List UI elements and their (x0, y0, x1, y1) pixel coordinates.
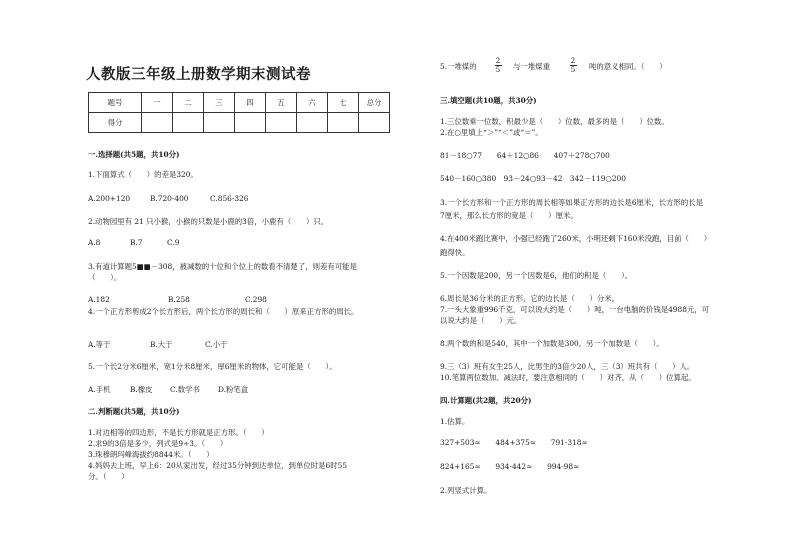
section-heading-fill: 三.填空题(共10题，共30分) (440, 96, 537, 105)
table-cell: 六 (297, 93, 328, 113)
score-table (88, 92, 390, 133)
page-title: 人教版三年级上册数学期末测试卷 (86, 66, 311, 83)
table-cell: 一 (142, 93, 173, 113)
fill-2: 2.在○里填上“＞”“＜”或“＝”。 (440, 128, 543, 137)
question-3: 3.有道计算题5■■－308，被减数的十位和个位上的数看不清楚了，则差有可能是 (88, 262, 357, 271)
option-c: C.数学书 (170, 385, 200, 394)
fraction-denominator: 5 (495, 66, 501, 74)
section-heading-calc: 四.计算题(共2题，共20分) (440, 396, 532, 405)
calc-1-row2: 824+165≈ 934-442≈ 994-98≈ (440, 462, 580, 471)
option-a: A.8 (88, 238, 101, 247)
section-heading-choice: 一.选择题(共5题，共10分) (88, 150, 180, 159)
fill-9: 9.三（3）班有女生25人，比男生的3倍少20人，三（3）班共有（ ）人。 (440, 362, 695, 371)
fill-2-row2: 540－160○380 93－24○93－42 342－119○200 (440, 174, 626, 183)
fill-3-cont: 7厘米，那么长方形的宽是（ ）厘米。 (440, 211, 578, 220)
option-a: A.200+120 (88, 194, 131, 203)
table-cell[interactable] (359, 113, 390, 133)
table-cell[interactable] (204, 113, 235, 133)
fraction (494, 57, 502, 74)
table-row (89, 113, 390, 133)
fill-7: 7.一头大象重996千克，可以说大约是（ ）吨，一台电脑的价钱是4988元，可 (440, 305, 710, 314)
judge-5-start: 5.一堆煤的 (440, 62, 477, 71)
table-row (89, 93, 390, 113)
option-a: A.手机 (88, 385, 111, 394)
fill-4: 4.在400米跑比赛中，小强已经跑了260米，小明还剩下160米没跑，目前（ ） (440, 234, 712, 243)
table-cell: 总分 (359, 93, 390, 113)
fill-10: 10.笔算两位数加、减法时，要注意相同的（ ）对齐，从（ ）位算起。 (440, 373, 696, 382)
fraction (569, 57, 577, 74)
fill-1: 1.三位数乘一位数，积最少是（ ）位数，最多的是（ ）位数。 (440, 117, 669, 126)
table-cell: 四 (235, 93, 266, 113)
fill-7-cont: 以说大约是（ ）元。 (440, 316, 522, 325)
option-b: B.7 (130, 238, 143, 247)
option-b: B.720-400 (150, 194, 189, 203)
fill-4-cont: 跑得快。 (440, 248, 470, 257)
fill-5: 5.一个因数是200，另一个因数是6，他们的积是（ ）。 (440, 271, 633, 280)
table-cell: 二 (173, 93, 204, 113)
fraction-denominator: 5 (570, 66, 576, 74)
fill-2-row1: 81－18○77 64＋12○86 407＋278○700 (440, 151, 610, 160)
table-cell: 五 (266, 93, 297, 113)
table-cell[interactable] (142, 113, 173, 133)
question-1: 1.下面算式（ ）的差是320。 (88, 170, 198, 179)
question-2: 2.动物园里有 21 只小猴，小猴的只数是小鹿的3倍，小鹿有（ ）只。 (88, 217, 329, 226)
table-cell: 得分 (89, 113, 142, 133)
table-cell[interactable] (297, 113, 328, 133)
table-cell[interactable] (235, 113, 266, 133)
judge-5-mid: 与一堆煤重 (513, 62, 550, 71)
fill-8: 8.两个数的和是540，其中一个加数是300，另一个加数是（ ）。 (440, 339, 664, 348)
table-cell[interactable] (173, 113, 204, 133)
calc-1: 1.估算。 (440, 417, 470, 426)
option-a: A.等于 (88, 340, 111, 349)
judge-3: 3.珠穆朗玛峰海拔约8844米。（ ） (88, 450, 214, 459)
judge-1: 1.对边相等的四边形，不是长方形就是正方形。（ ） (88, 428, 269, 437)
option-b: B.258 (168, 295, 190, 304)
table-cell: 七 (328, 93, 359, 113)
judge-2: 2.求9的3倍是多少，列式是9÷3。（ ） (88, 439, 228, 448)
judge-4: 4.妈妈去上班，早上6：20从家出发，经过35分钟到达单位，到单位时是6时55 (88, 461, 347, 470)
option-b: B.橡皮 (130, 385, 153, 394)
question-5: 5.一个长2分米6厘米，宽1分米8厘米，厚6厘米的物体，它可能是（ ）。 (88, 362, 337, 371)
option-a: A.182 (88, 295, 110, 304)
option-c: C.小于 (205, 340, 228, 349)
fill-3: 3.一个长方形和一个正方形的周长相等如果正方形的边长是6厘米，长方形的长是 (440, 198, 704, 207)
table-cell[interactable] (266, 113, 297, 133)
option-c: C.856-326 (210, 194, 249, 203)
table-cell[interactable] (328, 113, 359, 133)
question-4: 4.一个正方形剪成2个长方形后，两个长方形的周长和（ ）原来正方形的周长。 (88, 307, 359, 316)
calc-2: 2.列竖式计算。 (440, 486, 492, 495)
fraction-numerator: 2 (495, 57, 501, 65)
question-3-cont: （ ）。 (88, 273, 122, 282)
option-c: C.9 (167, 238, 180, 247)
section-heading-judge: 二.判断题(共5题，共10分) (88, 407, 180, 416)
fill-6: 6.周长是36分米的正方形，它的边长是（ ）分米。 (440, 294, 620, 303)
table-cell: 三 (204, 93, 235, 113)
table-cell: 题号 (89, 93, 142, 113)
calc-1-row1: 327+503≈ 484+375≈ 791-318≈ (440, 438, 588, 447)
option-d: D.粉笔盒 (218, 385, 249, 394)
fraction-numerator: 2 (570, 57, 576, 65)
judge-4-cont: 分。（ ） (88, 472, 129, 481)
judge-5-end: 吨的意义相同。（ ） (589, 62, 667, 71)
option-b: B.大于 (150, 340, 173, 349)
option-c: C.298 (245, 295, 267, 304)
